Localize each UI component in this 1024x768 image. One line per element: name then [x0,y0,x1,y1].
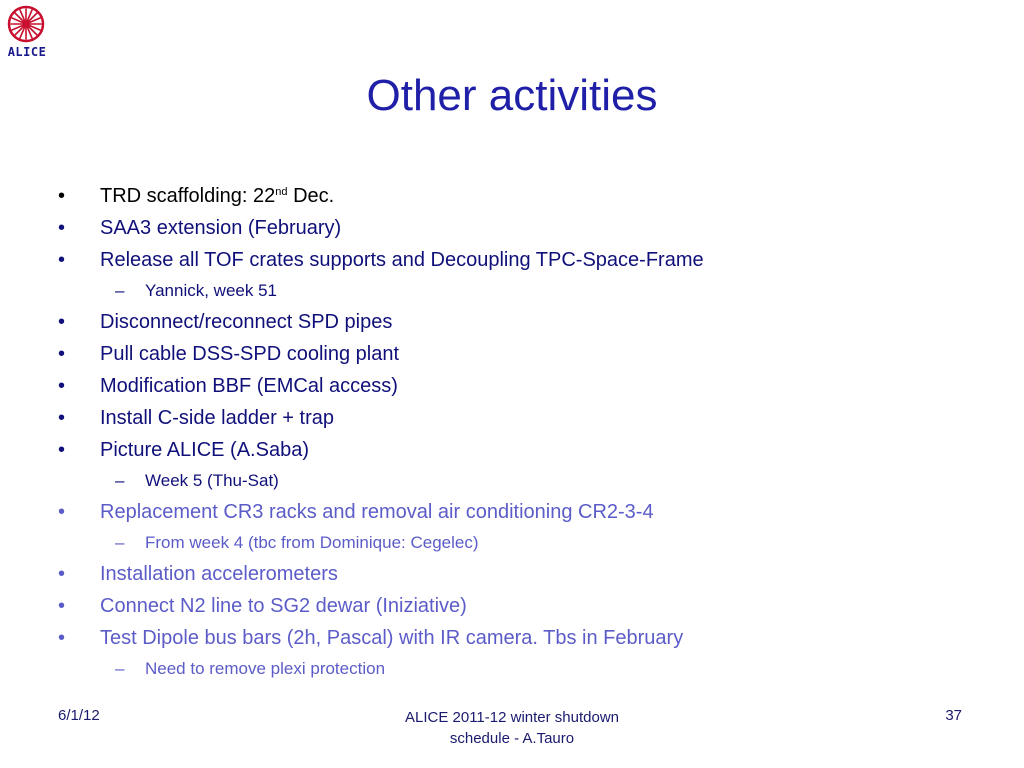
item-text: Pull cable DSS-SPD cooling plant [100,343,400,365]
bullet-list [58,180,998,684]
list-item [58,244,998,276]
sub-item-text: Yannick, week 51 [145,281,277,300]
bullet-icon: • [58,439,66,461]
list-item [58,306,998,338]
footer-title-line-2: schedule - A.Tauro [449,730,575,747]
footer-presentation-title [312,707,712,749]
item-text: Modification BBF (EMCal access) [100,375,398,397]
dash-bullet-icon: – [115,471,125,490]
sub-list-item [58,276,998,306]
list-item [58,496,998,528]
item-text: Test Dipole bus bars (2h, Pascal) with IR camera. Tbs in February [100,627,684,649]
list-item [58,434,998,466]
bullet-icon: • [58,563,66,585]
item-text: Picture ALICE (A.Saba) [100,439,309,461]
footer-date: 6/1/12 [58,707,100,724]
bullet-icon: • [58,343,66,365]
bullet-icon: • [58,501,66,523]
bullet-icon: • [58,311,66,333]
sub-item-text: Need to remove plexi protection [145,659,386,678]
footer-title-line-1: ALICE 2011-12 winter shutdown [404,709,619,726]
slide-number: 37 [945,707,962,724]
list-item [58,590,998,622]
bullet-icon: • [58,595,66,617]
item-text: Replacement CR3 racks and removal air conditioning CR2-3-4 [100,501,654,523]
sub-item-text: From week 4 (tbc from Dominique: Cegelec) [145,533,479,552]
sub-list-item [58,654,998,684]
item-text-after: Dec. [287,185,335,207]
list-item [58,622,998,654]
list-item [58,370,998,402]
list-item [58,558,998,590]
sub-item-text: Week 5 (Thu-Sat) [145,471,279,490]
dash-bullet-icon: – [115,533,125,552]
item-text: Release all TOF crates supports and Decoupling TPC-Space-Frame [100,249,704,271]
bullet-icon: • [58,185,66,207]
item-text: Connect N2 line to SG2 dewar (Iniziative) [100,595,467,617]
bullet-icon: • [58,217,66,239]
list-item [58,338,998,370]
bullet-icon: • [58,249,66,271]
sub-list-item [58,528,998,558]
item-text: Disconnect/reconnect SPD pipes [100,311,393,333]
item-text: Install C-side ladder + trap [100,407,335,429]
bullet-icon: • [58,407,66,429]
bullet-icon: • [58,627,66,649]
item-text: Installation accelerometers [100,563,338,585]
list-item [58,212,998,244]
sub-list-item [58,466,998,496]
list-item [58,402,998,434]
logo-text: ALICE [7,45,47,59]
slide-title: Other activities [366,71,658,120]
list-item [58,180,998,212]
dash-bullet-icon: – [115,659,125,678]
item-text: TRD scaffolding: 22 [100,185,276,207]
item-text: SAA3 extension (February) [100,217,342,239]
item-superscript: nd [275,186,288,198]
dash-bullet-icon: – [115,281,125,300]
alice-logo-star-icon [4,4,48,44]
alice-logo [4,4,48,64]
bullet-icon: • [58,375,66,397]
